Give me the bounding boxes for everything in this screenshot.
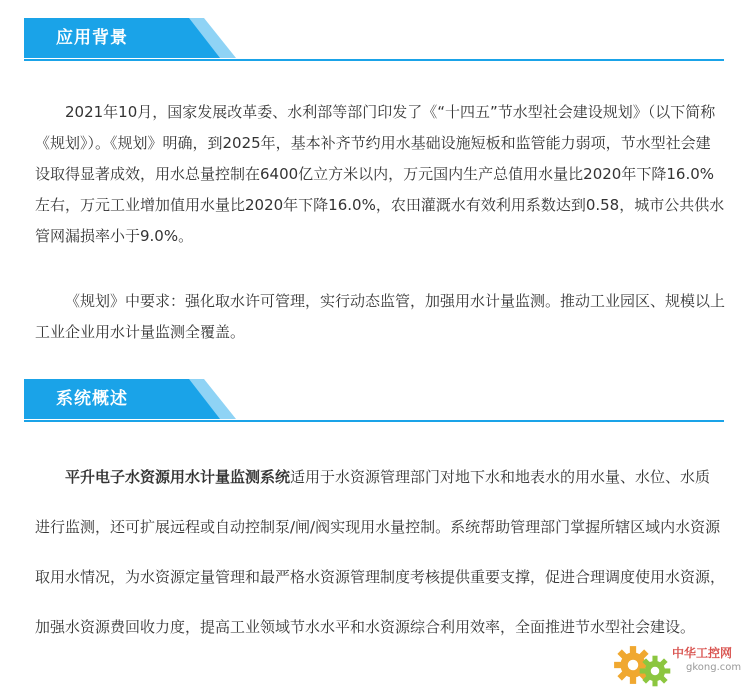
background-text-2: 《规划》中要求：强化取水许可管理，实行动态监管，加强用水计量监测。推动工业园区、规模以上工业企业用水计量监测全覆盖。 — [35, 292, 726, 341]
background-paragraph-1 — [35, 97, 725, 252]
product-name: 平升电子水资源用水计量监测系统 — [65, 468, 291, 486]
background-paragraph-2 — [35, 286, 725, 348]
section-header-background — [24, 18, 724, 62]
section-divider — [24, 59, 724, 61]
background-text-1: 2021年10月，国家发展改革委、水利部等部门印发了《“十四五”节水型社会建设规划》（以下简称《规划》）。《规划》明确，到2025年，基本补齐节约用水基础设施短板和监管能力弱项，节水型社会建设取得显著成效，用水总量控制在6400亿立方米以内，万元国内生产总值用水量比2020年下降16.0%左右，万元工业增加值用水量比2020年下降16.0%，农田灌溉水有效利用系数达到0.58，城市公共供水管网漏损率小于9.0%。 — [35, 103, 725, 245]
section-title: 系统概述 — [56, 389, 128, 409]
section-title: 应用背景 — [56, 28, 128, 48]
watermark-text: 中华工控网 — [672, 646, 733, 660]
watermark-url: gkong.com — [686, 662, 742, 673]
overview-text: 适用于水资源管理部门对地下水和地表水的用水量、水位、水质进行监测，还可扩展远程或自动控制泵/闸/阀实现用水量控制。系统帮助管理部门掌握所辖区域内水资源取用水情况，为水资源定量管理和最严格水资源管理制度考核提供重要支撑，促进合理调度使用水资源，加强水资源费回收力度，提高工业领域节水水平和水资源综合利用效率，全面推进节水型社会建设。 — [35, 468, 726, 636]
section-header-overview — [24, 379, 724, 423]
gear-icon — [638, 654, 672, 688]
section-divider — [24, 420, 724, 422]
overview-paragraph — [35, 452, 725, 652]
watermark — [612, 638, 747, 693]
